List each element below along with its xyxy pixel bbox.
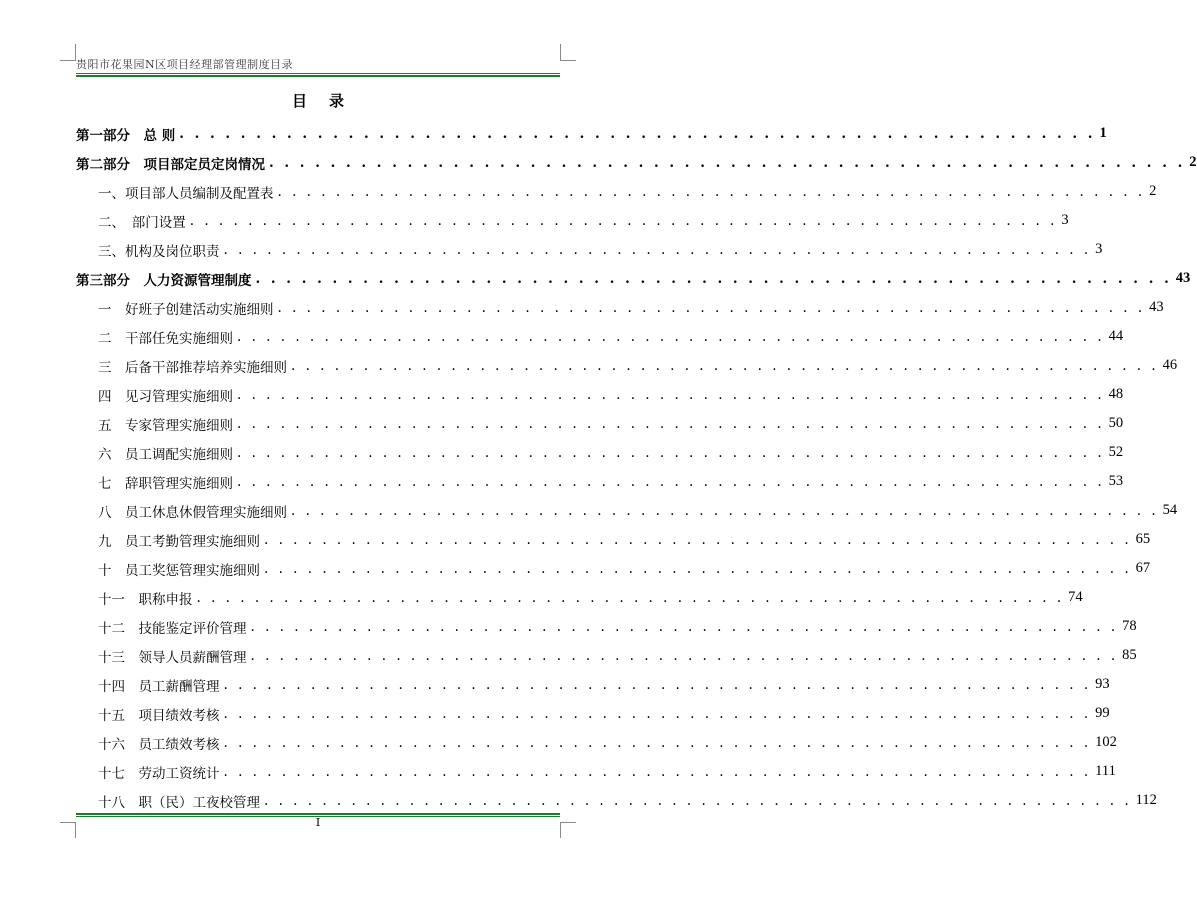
- toc-entry-page-number: 52: [1108, 444, 1124, 460]
- toc-item-entry[interactable]: [76, 728, 1117, 757]
- toc-item-entry[interactable]: [76, 235, 1103, 264]
- toc-item-entry[interactable]: [76, 380, 1124, 409]
- toc-entry-page-number: 54: [1162, 502, 1178, 518]
- toc-part-entry[interactable]: [76, 148, 1197, 177]
- running-header: 贵阳市花果园N区项目经理部管理制度目录: [76, 58, 294, 71]
- toc-entry-label: 二、 部门设置: [98, 214, 186, 231]
- toc-leader-dots: . . . . . . . . . . . . . . . . . . . . . . . . . . . . . . . . . . . . . . . . . . . . . . . . . . . . . . . . . . . .: [237, 444, 1105, 461]
- toc-entry-label: 一、项目部人员编制及配置表: [98, 185, 274, 202]
- toc-leader-dots: . . . . . . . . . . . . . . . . . . . . . . . . . . . . . . . . . . . . . . . . . . . . . . . . . . . . . . . . . . . .: [291, 502, 1159, 519]
- toc-entry-label: 十三 领导人员薪酬管理: [98, 649, 247, 666]
- toc-leader-dots: . . . . . . . . . . . . . . . . . . . . . . . . . . . . . . . . . . . . . . . . . . . . . . . . . . . . . . . . . . . .: [223, 241, 1092, 258]
- toc-entry-page-number: 50: [1108, 415, 1124, 431]
- toc-entry-page-number: 111: [1095, 763, 1116, 779]
- toc-entry-label: 六 员工调配实施细则: [98, 446, 233, 463]
- toc-leader-dots: . . . . . . . . . . . . . . . . . . . . . . . . . . . . . . . . . . . . . . . . . . . . . . . . . . . . . . . . . . . .: [277, 183, 1146, 200]
- toc-leader-dots: . . . . . . . . . . . . . . . . . . . . . . . . . . . . . . . . . . . . . . . . . . . . . . . . . . . . . . . . . . . .: [269, 154, 1186, 171]
- toc-entry-label: 三、机构及岗位职责: [98, 243, 220, 260]
- toc-leader-dots: . . . . . . . . . . . . . . . . . . . . . . . . . . . . . . . . . . . . . . . . . . . . . . . . . . . . . . . . . . . .: [223, 676, 1092, 693]
- header-rule-thin: [76, 73, 560, 74]
- toc-entry-label: 十六 员工绩效考核: [98, 736, 220, 753]
- toc-item-entry[interactable]: [76, 525, 1151, 554]
- toc-entry-page-number: 48: [1108, 386, 1124, 402]
- toc-entry-page-number: 78: [1122, 618, 1137, 634]
- toc-item-entry[interactable]: [76, 583, 1083, 612]
- toc-entry-page-number: 2: [1189, 154, 1197, 170]
- header-rule-thick: [76, 75, 560, 77]
- toc-entry-label: 八 员工休息休假管理实施细则: [98, 504, 287, 521]
- toc-leader-dots: . . . . . . . . . . . . . . . . . . . . . . . . . . . . . . . . . . . . . . . . . . . . . . . . . . . . . . . . . . . .: [264, 792, 1132, 809]
- toc-entry-page-number: 93: [1095, 676, 1110, 692]
- toc-item-entry[interactable]: [76, 699, 1110, 728]
- toc-item-entry[interactable]: [76, 670, 1110, 699]
- toc-leader-dots: . . . . . . . . . . . . . . . . . . . . . . . . . . . . . . . . . . . . . . . . . . . . . . . . . . . . . . . . . . . .: [223, 705, 1092, 722]
- toc-entry-label: 十八 职（民）工夜校管理: [98, 794, 260, 811]
- toc-entry-label: 第二部分 项目部定员定岗情况: [76, 156, 265, 173]
- toc-entry-page-number: 1: [1099, 125, 1107, 141]
- toc-entry-page-number: 46: [1162, 357, 1178, 373]
- toc-leader-dots: . . . . . . . . . . . . . . . . . . . . . . . . . . . . . . . . . . . . . . . . . . . . . . . . . . . . . . . . . . . .: [255, 270, 1172, 287]
- toc-leader-dots: . . . . . . . . . . . . . . . . . . . . . . . . . . . . . . . . . . . . . . . . . . . . . . . . . . . . . . . . . . . .: [196, 589, 1065, 606]
- crop-mark-top-right-v: [560, 44, 561, 60]
- toc-entry-page-number: 85: [1122, 647, 1137, 663]
- toc-entry-label: 九 员工考勤管理实施细则: [98, 533, 260, 550]
- toc-item-entry[interactable]: [76, 641, 1137, 670]
- toc-item-entry[interactable]: [76, 322, 1124, 351]
- crop-mark-top-left: [60, 60, 76, 61]
- toc-entry-page-number: 74: [1068, 589, 1083, 605]
- toc-entry-page-number: 43: [1175, 270, 1191, 286]
- toc-leader-dots: . . . . . . . . . . . . . . . . . . . . . . . . . . . . . . . . . . . . . . . . . . . . . . . . . . . . . . . . . . . .: [250, 647, 1119, 664]
- toc-entry-page-number: 102: [1095, 734, 1117, 750]
- toc-leader-dots: . . . . . . . . . . . . . . . . . . . . . . . . . . . . . . . . . . . . . . . . . . . . . . . . . . . . . . . . . . . .: [189, 212, 1058, 229]
- toc-title: 目录: [291, 92, 366, 110]
- toc-entry-label: 十一 职称申报: [98, 591, 193, 608]
- toc-item-entry[interactable]: [76, 206, 1069, 235]
- toc-entry-page-number: 44: [1108, 328, 1124, 344]
- toc-entry-label: 十 员工奖惩管理实施细则: [98, 562, 260, 579]
- toc-entry-label: 十五 项目绩效考核: [98, 707, 220, 724]
- toc-item-entry[interactable]: [76, 757, 1116, 786]
- page-number: I: [315, 816, 321, 829]
- toc-entry-label: 七 辞职管理实施细则: [98, 475, 233, 492]
- toc-entry-label: 第三部分 人力资源管理制度: [76, 272, 252, 289]
- toc-item-entry[interactable]: [76, 438, 1124, 467]
- toc-item-entry[interactable]: [76, 293, 1164, 322]
- toc-leader-dots: . . . . . . . . . . . . . . . . . . . . . . . . . . . . . . . . . . . . . . . . . . . . . . . . . . . . . . . . . . . .: [250, 618, 1119, 635]
- toc-entry-label: 十四 员工薪酬管理: [98, 678, 220, 695]
- toc-entry-page-number: 67: [1135, 560, 1151, 576]
- toc-leader-dots: . . . . . . . . . . . . . . . . . . . . . . . . . . . . . . . . . . . . . . . . . . . . . . . . . . . . . . . . . . . .: [179, 125, 1096, 142]
- toc-entry-label: 一 好班子创建活动实施细则: [98, 301, 274, 318]
- toc-leader-dots: . . . . . . . . . . . . . . . . . . . . . . . . . . . . . . . . . . . . . . . . . . . . . . . . . . . . . . . . . . . .: [291, 357, 1159, 374]
- toc-leader-dots: . . . . . . . . . . . . . . . . . . . . . . . . . . . . . . . . . . . . . . . . . . . . . . . . . . . . . . . . . . . .: [237, 328, 1105, 345]
- toc-item-entry[interactable]: [76, 554, 1151, 583]
- toc-leader-dots: . . . . . . . . . . . . . . . . . . . . . . . . . . . . . . . . . . . . . . . . . . . . . . . . . . . . . . . . . . . .: [264, 531, 1132, 548]
- toc-entry-label: 五 专家管理实施细则: [98, 417, 233, 434]
- toc-entry-label: 第一部分 总 则: [76, 127, 176, 144]
- toc-leader-dots: . . . . . . . . . . . . . . . . . . . . . . . . . . . . . . . . . . . . . . . . . . . . . . . . . . . . . . . . . . . .: [237, 386, 1105, 403]
- toc-entry-page-number: 112: [1135, 792, 1157, 808]
- toc-item-entry[interactable]: [76, 351, 1178, 380]
- toc-item-entry[interactable]: [76, 409, 1124, 438]
- toc-entry-page-number: 65: [1135, 531, 1151, 547]
- toc-entry-label: 十二 技能鉴定评价管理: [98, 620, 247, 637]
- toc-entry-label: 三 后备干部推荐培养实施细则: [98, 359, 287, 376]
- table-of-contents: [76, 119, 1197, 815]
- toc-entry-label: 十七 劳动工资统计: [98, 765, 220, 782]
- toc-leader-dots: . . . . . . . . . . . . . . . . . . . . . . . . . . . . . . . . . . . . . . . . . . . . . . . . . . . . . . . . . . . .: [237, 473, 1105, 490]
- toc-part-entry[interactable]: [76, 264, 1191, 293]
- footer-rule-thick: [76, 813, 560, 815]
- toc-leader-dots: . . . . . . . . . . . . . . . . . . . . . . . . . . . . . . . . . . . . . . . . . . . . . . . . . . . . . . . . . . . .: [277, 299, 1146, 316]
- toc-part-entry[interactable]: [76, 119, 1107, 148]
- toc-item-entry[interactable]: [76, 612, 1137, 641]
- toc-entry-page-number: 3: [1095, 241, 1103, 257]
- toc-leader-dots: . . . . . . . . . . . . . . . . . . . . . . . . . . . . . . . . . . . . . . . . . . . . . . . . . . . . . . . . . . . .: [223, 763, 1092, 780]
- toc-entry-page-number: 2: [1149, 183, 1157, 199]
- toc-leader-dots: . . . . . . . . . . . . . . . . . . . . . . . . . . . . . . . . . . . . . . . . . . . . . . . . . . . . . . . . . . . .: [264, 560, 1132, 577]
- toc-entry-page-number: 99: [1095, 705, 1110, 721]
- toc-entry-page-number: 43: [1149, 299, 1164, 315]
- toc-entry-label: 二 干部任免实施细则: [98, 330, 233, 347]
- toc-item-entry[interactable]: [76, 467, 1124, 496]
- toc-item-entry[interactable]: [76, 496, 1178, 525]
- toc-leader-dots: . . . . . . . . . . . . . . . . . . . . . . . . . . . . . . . . . . . . . . . . . . . . . . . . . . . . . . . . . . . .: [223, 734, 1092, 751]
- toc-item-entry[interactable]: [76, 786, 1157, 815]
- toc-leader-dots: . . . . . . . . . . . . . . . . . . . . . . . . . . . . . . . . . . . . . . . . . . . . . . . . . . . . . . . . . . . .: [237, 415, 1105, 432]
- toc-entry-page-number: 53: [1108, 473, 1124, 489]
- toc-item-entry[interactable]: [76, 177, 1157, 206]
- toc-entry-label: 四 见习管理实施细则: [98, 388, 233, 405]
- toc-entry-page-number: 3: [1061, 212, 1069, 228]
- crop-mark-top-right: [560, 60, 576, 61]
